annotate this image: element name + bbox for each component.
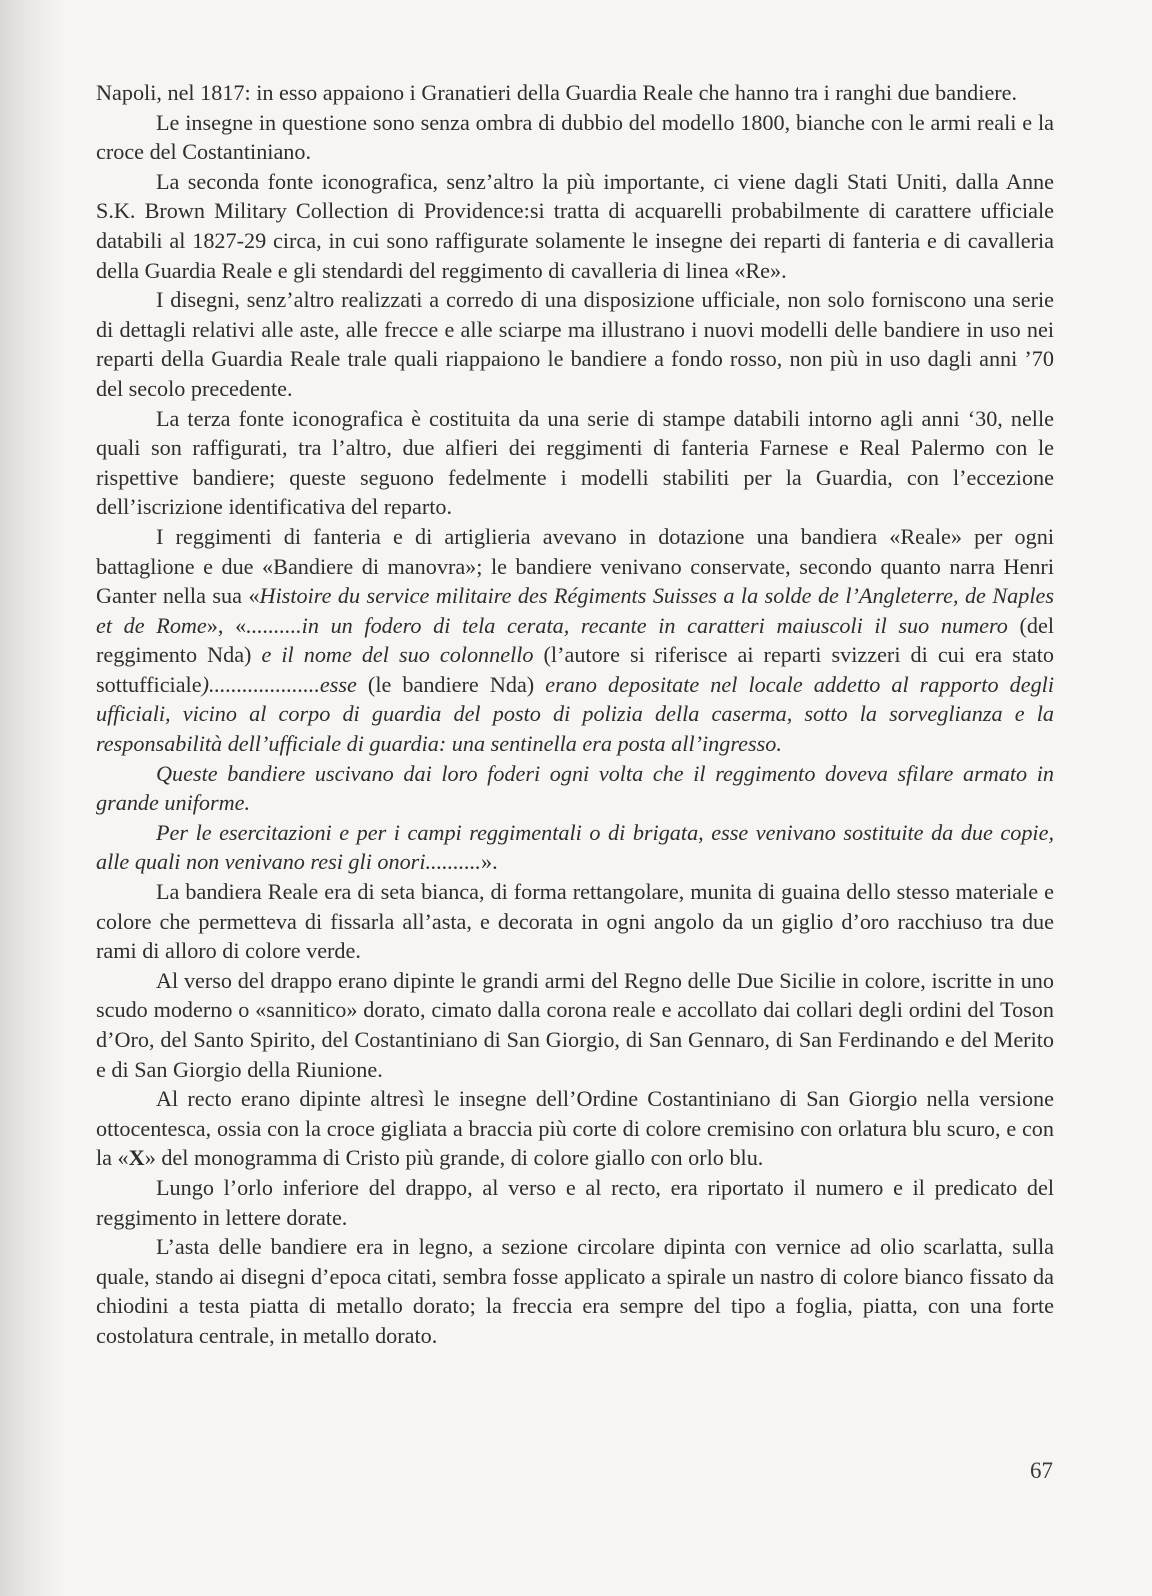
- text-run: Le insegne in questione sono senza ombra di dubbio del modello 1800, bianche con le armi reali e la croce del Costantiniano.: [96, 109, 1054, 165]
- paragraph: [96, 759, 1054, 818]
- paragraph: [96, 285, 1054, 403]
- italic-text: Histoire du service militaire des Régiments Suisses a la solde de l’Angleterre, de Naples et de Rome: [96, 583, 1055, 638]
- paragraph: [96, 522, 1054, 759]
- paragraph: [96, 877, 1054, 966]
- text-run: (le bandiere Nda): [356, 671, 546, 697]
- text-run: Lungo l’orlo inferiore del drappo, al verso e al recto, era riportato il numero e il predicato del reggimento in lettere dorate.: [96, 1174, 1054, 1230]
- text-run: » del monogramma di Cristo più grande, di colore giallo con orlo blu.: [144, 1145, 764, 1171]
- page-number: 67: [1030, 1458, 1053, 1483]
- text-body: [96, 78, 1054, 1351]
- paragraph: [96, 818, 1054, 877]
- paragraph: [96, 404, 1054, 522]
- bold-text: X: [128, 1145, 145, 1171]
- text-run: (del reggimento Nda): [96, 612, 1054, 668]
- text-run: Al recto erano dipinte altresì le insegne dell’Ordine Costantiniano di San Giorgio nella versione ottocentesca, ossia con la croce gigliata a braccia più corte di colore cremisino con orlatura blu scuro, e con la «: [96, 1086, 1054, 1171]
- italic-text: Queste bandiere uscivano dai loro foderi ogni volta che il reggimento doveva sfilare armato in grande uniforme.: [96, 760, 1054, 816]
- text-run: », «: [206, 612, 247, 638]
- binding-gutter-shadow: [0, 0, 64, 1596]
- italic-text: )....................esse: [201, 671, 357, 697]
- text-run: L’asta delle bandiere era in legno, a sezione circolare dipinta con vernice ad olio scarlatta, sulla quale, stando ai disegni d’epoca citati, sembra fosse applicato a spirale un nastro di colore bianco fissato da chiodini a testa piatta di metallo dorato; la freccia era sempre del tipo a foglia, piatta, con una forte costolatura centrale, in metallo dorato.: [96, 1234, 1054, 1348]
- paragraph: [96, 966, 1054, 1084]
- text-run: I reggimenti di fanteria e di artiglieria avevano in dotazione una bandiera «Reale» per ogni battaglione e due «Bandiere di manovra»; le bandiere venivano conservate, secondo quanto narra Henri Ganter nella sua «: [96, 523, 1054, 609]
- paragraph: [96, 167, 1054, 285]
- text-run: La bandiera Reale era di seta bianca, di forma rettangolare, munita di guaina dello stesso materiale e colore che permetteva di fissarla all’asta, e decorata in ogni angolo da un giglio d’oro racchiuso tra due rami di alloro di colore verde.: [96, 879, 1054, 964]
- text-run: La seconda fonte iconografica, senz’altro la più importante, ci viene dagli Stati Uniti, dalla Anne S.K. Brown Military Collection di Providence:si tratta di acquarelli probabilmente di carattere ufficiale databili al 1827-29 circa, in cui sono raffigurate solamente le insegne dei reparti di fanteria e di cavalleria della Guardia Reale e gli stendardi del reggimento di cavalleria di linea «Re».: [96, 168, 1054, 283]
- italic-text: erano depositate nel locale addetto al rapporto degli ufficiali, vicino al corpo di guardia del posto di polizia della caserma, sotto la sorveglianza e la responsabilità dell’ufficiale di guardia: una sentinella era posta all’ingresso.: [96, 671, 1054, 757]
- paragraph: [96, 78, 1054, 108]
- italic-text: Per le esercitazioni e per i campi reggimentali o di brigata, esse venivano sostituite da due copie, alle quali non venivano resi gli onori..........: [96, 819, 1054, 875]
- text-run: La terza fonte iconografica è costituita da una serie di stampe databili intorno agli anni ‘30, nelle quali son raffigurati, tra l’altro, due alfieri dei reggimenti di fanteria Farnese e Real Palermo con le rispettive bandiere; queste seguono fedelmente i modelli stabiliti per la Guardia, con l’eccezione dell’iscrizione identificativa del reparto.: [96, 405, 1054, 520]
- italic-text: e il nome del suo colonnello: [261, 642, 534, 668]
- text-run: Napoli, nel 1817: in esso appaiono i Granatieri della Guardia Reale che hanno tra i ranghi due bandiere.: [96, 80, 1018, 105]
- paragraph: [96, 108, 1054, 167]
- italic-text: ..........in un fodero di tela cerata, recante in caratteri maiuscoli il suo numero: [246, 612, 1008, 638]
- paragraph: [96, 1232, 1054, 1350]
- text-run: ».: [480, 849, 498, 875]
- paragraph: [96, 1173, 1054, 1232]
- text-run: Al verso del drappo erano dipinte le grandi armi del Regno delle Due Sicilie in colore, iscritte in uno scudo moderno o «sannitico» dorato, cimato dalla corona reale e accollato dai collari degli ordini del Toson d’Oro, del Santo Spirito, del Costantiniano di San Giorgio, di San Gennaro, di San Ferdinando e del Merito e di San Giorgio della Riunione.: [96, 967, 1054, 1082]
- text-run: (l’autore si riferisce ai reparti svizzeri di cui era stato sottufficiale: [96, 642, 1054, 697]
- paragraph: [96, 1084, 1054, 1173]
- text-run: I disegni, senz’altro realizzati a corredo di una disposizione ufficiale, non solo forniscono una serie di dettagli relativi alle aste, alle frecce e alle sciarpe ma illustrano i nuovi modelli delle bandiere in uso nei reparti della Guardia Reale trale quali riappaiono le bandiere a fondo rosso, non più in uso dagli anni ’70 del secolo precedente.: [96, 287, 1054, 401]
